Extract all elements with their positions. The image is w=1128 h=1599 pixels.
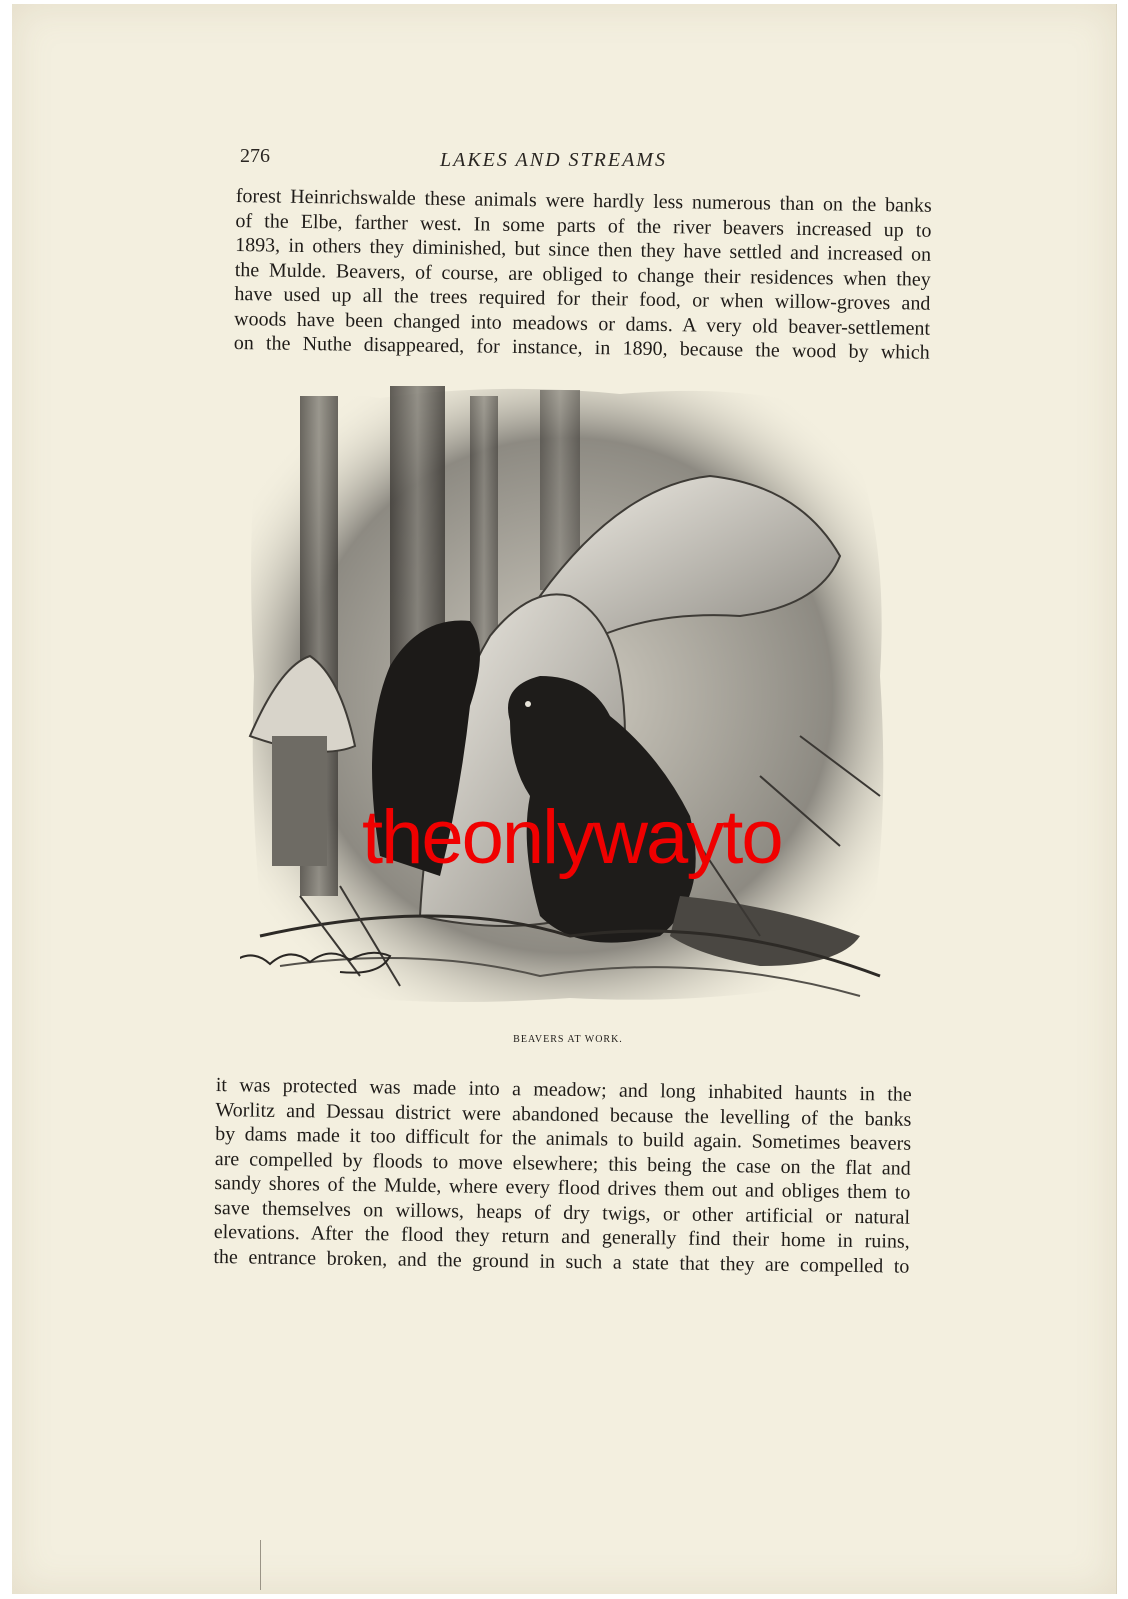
tree-trunk: [470, 396, 498, 656]
text-line: on the Nuthe disappeared, for instance, in 1890, because the wood by which: [233, 331, 930, 364]
text-line: the Mulde. Beavers, of course, are obliged to change their residences when they: [234, 258, 931, 291]
page-edge-line: [260, 1540, 261, 1590]
beavers-illustration: [240, 376, 900, 1016]
figure-caption: BEAVERS AT WORK.: [513, 1034, 623, 1045]
text-line: Worlitz and Dessau district were abandoned because the levelling of the banks: [215, 1098, 912, 1131]
text-line: are compelled by floods to move elsewhere; this being the case on the flat and: [214, 1147, 911, 1180]
text-line: sandy shores of the Mulde, where every flood drives them out and obliges them to: [214, 1171, 911, 1204]
text-line: it was protected was made into a meadow; and long inhabited haunts in the: [215, 1073, 912, 1106]
paragraph-bottom: [213, 1073, 912, 1279]
text-line: forest Heinrichswalde these animals were hardly less numerous than on the banks: [235, 184, 932, 217]
watermark-text: theonlywayto: [362, 795, 782, 880]
text-line: by dams made it too difficult for the animals to build again. Sometimes beavers: [214, 1122, 912, 1155]
text-line: the entrance broken, and the ground in such a state that they are compelled to: [213, 1245, 910, 1278]
paragraph-top: [234, 184, 932, 365]
text-line: elevations. After the flood they return and generally find their home in ruins,: [213, 1220, 910, 1253]
running-title: LAKES AND STREAMS: [440, 149, 667, 171]
page-number: 276: [240, 145, 270, 167]
text-line: have used up all the trees required for their food, or when willow-groves and: [234, 282, 931, 315]
text-line: 1893, in others they diminished, but since then they have settled and increased on: [234, 233, 932, 266]
text-line: woods have been changed into meadows or dams. A very old beaver-settlement: [233, 307, 931, 340]
text-line: of the Elbe, farther west. In some parts of the river beavers increased up to: [235, 209, 932, 242]
text-line: save themselves on willows, heaps of dry twigs, or other artificial or natural: [213, 1196, 911, 1229]
